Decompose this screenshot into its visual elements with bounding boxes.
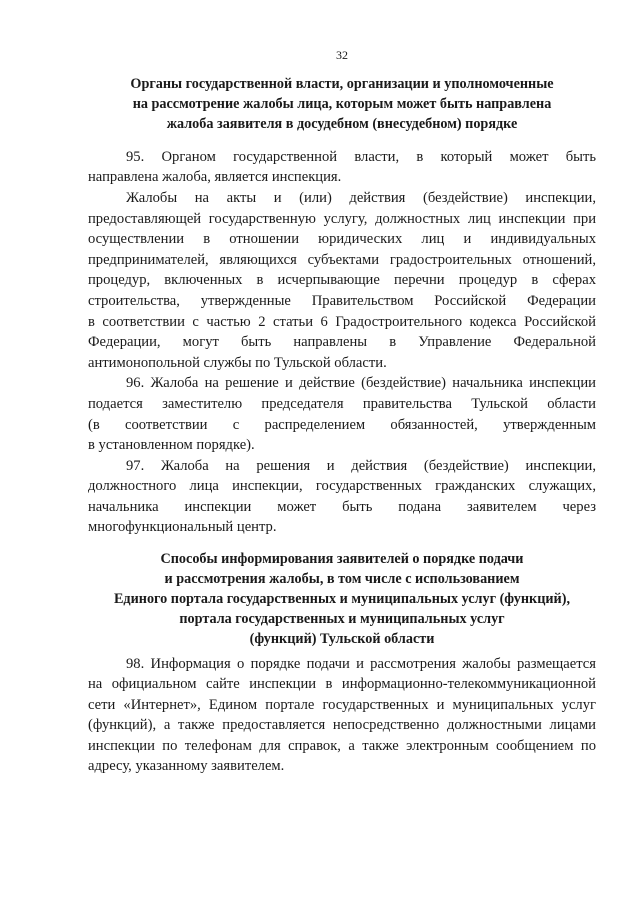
paragraph-line: строительства, утвержденные Правительством Российской Федерации: [88, 293, 596, 309]
paragraph-line: начальника инспекции может быть подана заявителем через: [88, 499, 596, 515]
section-heading-complaint-bodies: [88, 74, 596, 134]
paragraph-line: в установленном порядке).: [88, 437, 255, 453]
paragraph-line: инспекции по телефонам для справок, а также электронным сообщением по: [88, 738, 596, 754]
paragraph-line: 96. Жалоба на решение и действие (бездействие) начальника инспекции: [126, 375, 596, 391]
paragraph-line: (в соответствии с распределением обязанностей, утвержденным: [88, 417, 596, 433]
paragraph-line: процедур, включенных в исчерпывающие перечни процедур в сферах: [88, 272, 596, 288]
heading-line: жалоба заявителя в досудебном (внесудебном) порядке: [166, 116, 518, 132]
paragraph-line: направлена жалоба, является инспекция.: [88, 169, 342, 185]
paragraph-line: должностного лица инспекции, государственных гражданских служащих,: [88, 478, 596, 494]
section-heading-informing-applicants: [88, 549, 596, 649]
paragraph-line: адресу, указанному заявителем.: [88, 758, 285, 774]
paragraph-line: Федерации, могут быть направлены в Управление Федеральной: [88, 334, 596, 350]
paragraph-line: многофункциональный центр.: [88, 519, 277, 535]
paragraph-line: осуществлении в отношении юридических лиц и индивидуальных: [88, 231, 596, 247]
heading-line: и рассмотрения жалобы, в том числе с использованием: [164, 571, 520, 587]
paragraph-line: подается заместителю председателя правительства Тульской области: [88, 396, 596, 412]
heading-line: Органы государственной власти, организации и уполномоченные: [130, 76, 554, 92]
heading-line: Единого портала государственных и муниципальных услуг (функций),: [113, 591, 571, 607]
heading-line: на рассмотрение жалобы лица, которым может быть направлена: [132, 96, 552, 112]
heading-line: Способы информирования заявителей о порядке подачи: [160, 551, 524, 567]
paragraph-line: Жалобы на акты и (или) действия (бездействие) инспекции,: [126, 190, 596, 206]
paragraph-line: 98. Информация о порядке подачи и рассмотрения жалобы размещается: [126, 656, 596, 672]
paragraph-line: на официальном сайте инспекции в информационно-телекоммуникационной: [88, 676, 596, 692]
paragraph-line: 97. Жалоба на решения и действия (бездействие) инспекции,: [126, 458, 596, 474]
paragraph-line: предпринимателей, являющихся субъектами градостроительных отношений,: [88, 252, 596, 268]
page-number: 32: [336, 48, 348, 62]
heading-line: портала государственных и муниципальных услуг: [179, 611, 505, 627]
paragraph-line: сети «Интернет», Едином портале государственных и муниципальных услуг: [88, 697, 596, 713]
heading-line: (функций) Тульской области: [249, 631, 435, 647]
paragraph-line: 95. Органом государственной власти, в который может быть: [126, 149, 596, 165]
paragraph-line: предоставляющей государственную услугу, должностных лиц инспекции при: [88, 211, 596, 227]
paragraph-line: в соответствии с частью 2 статьи 6 Градостроительного кодекса Российской: [88, 314, 596, 330]
paragraph-line: антимонопольной службы по Тульской области.: [88, 355, 387, 371]
paragraph-line: (функций), а также предоставляется непосредственно должностными лицами: [88, 717, 596, 733]
